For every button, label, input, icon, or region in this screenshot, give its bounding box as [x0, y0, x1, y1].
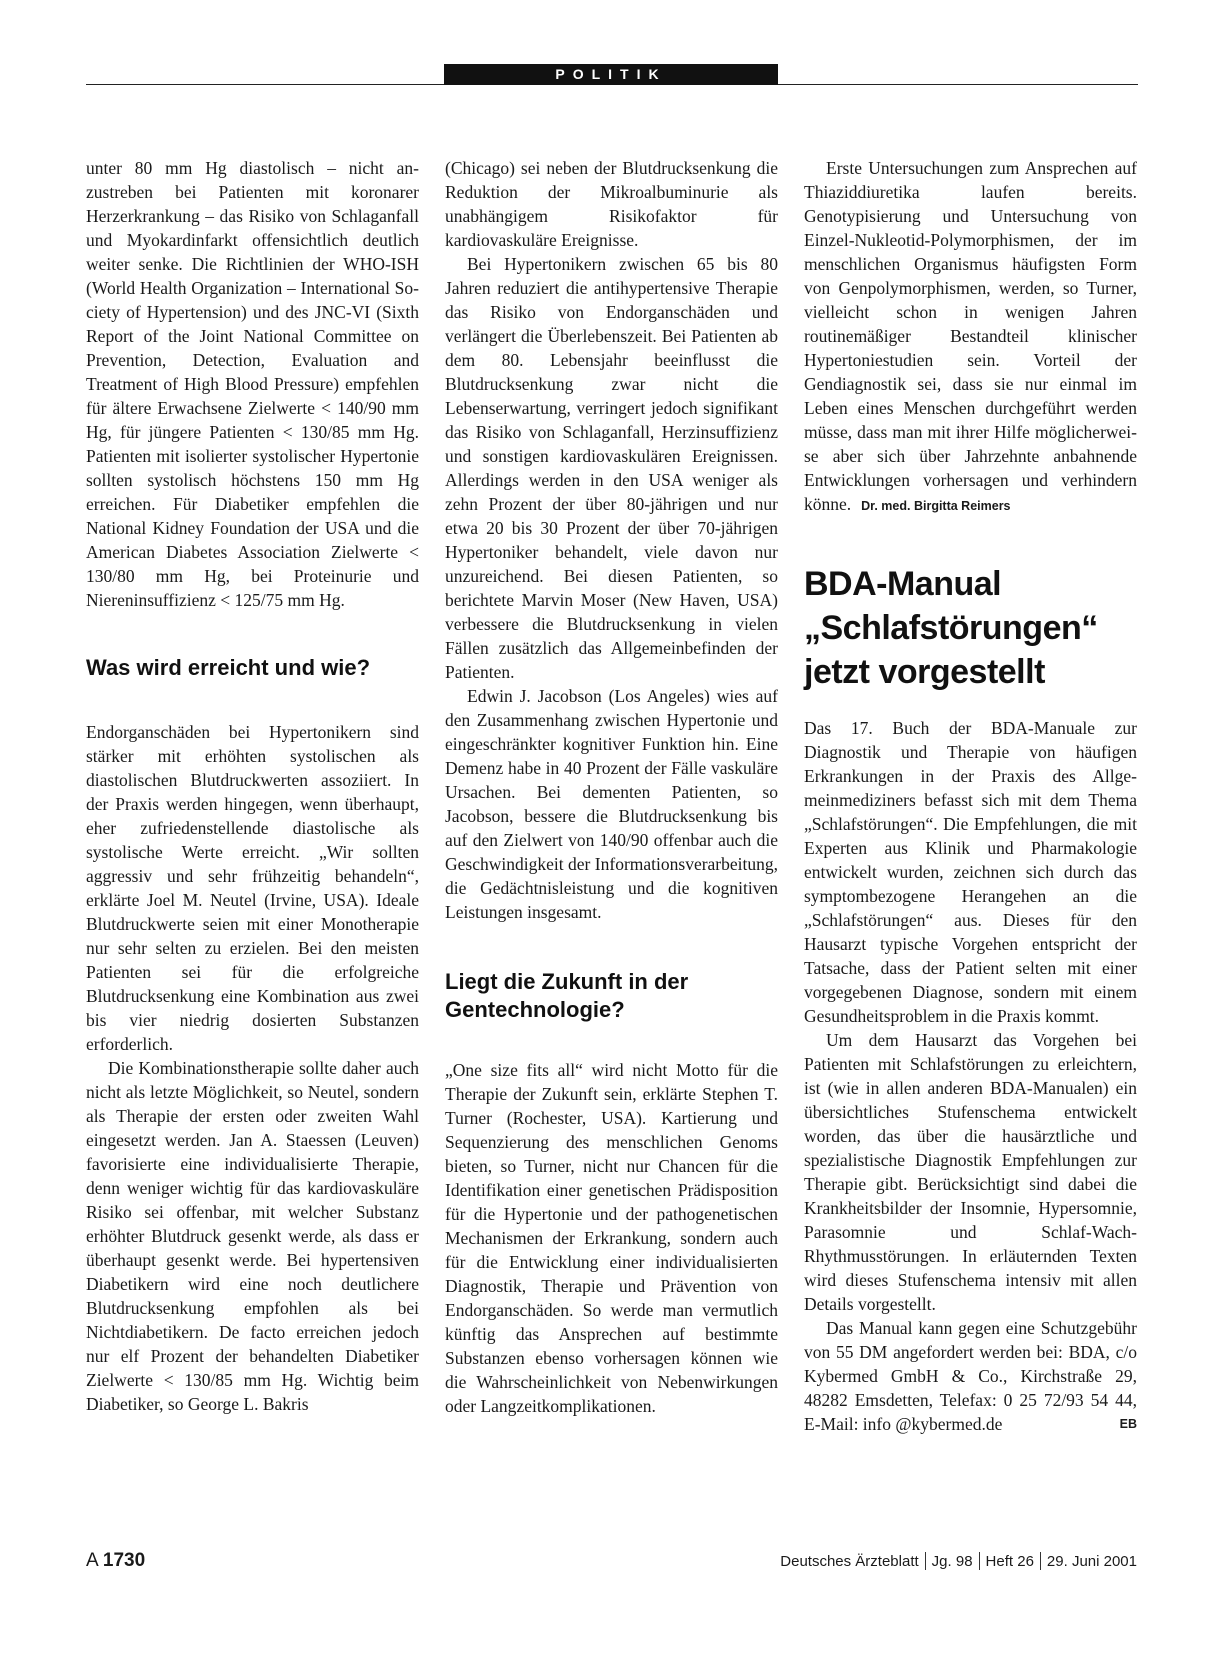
page-prefix: A: [86, 1550, 98, 1571]
article-title: BDA-Manual „Schlafstörungen“ jetzt vorgestellt: [804, 565, 1098, 691]
section-label: POLITIK: [444, 64, 778, 85]
paragraph: Das 17. Buch der BDA-Manuale zur Diagnostik und Therapie von häufigen Erkrankungen in der Praxis des Allgemeinmediziners befasst sich mit dem Thema „Schlafstörungen“. Die Empfehlungen, die mit Experten aus Klinik und Pharmakologie entwickelt wurden, zeichnen sich durch das symptombezogene Herangehen an die „Schlafstörungen“ aus. Dieses für den Hausarzt typische Vorgehen entspricht der Tatsache, dass der Patient selten mit einer vorgegebenen Diagnose, sondern mit einem Gesundheitsproblem in die Praxis kommt.: [804, 718, 1137, 1026]
paragraph: Um dem Hausarzt das Vorgehen bei Patienten mit Schlafstörungen zu erleichtern, ist (wie in allen anderen BDA-Manualen) ein übersichtliches Stufenschema entwickelt worden, das über die hausärztliche und spezialistische Diagnostik Empfehlungen zur Therapie gibt. Berücksichtigt sind dabei die Krankheitsbilder der Insomnie, Hypersomnie, Parasomnie und Schlaf-Wach-Rhythmusstörungen. In erläuternden Texten wird dieses Stufenschema intensiv mit allen Details vorgestellt.: [804, 1030, 1137, 1314]
column-3: [804, 156, 1137, 1436]
column-2: [445, 156, 778, 1418]
author-signature: Dr. med. Birgitta Reimers: [861, 499, 1011, 513]
page-number-value: 1730: [102, 1550, 146, 1571]
subheading: Liegt die Zukunft in der Gentechnologie?: [445, 969, 689, 1022]
page-number: [86, 1550, 145, 1572]
divider: [979, 1552, 980, 1570]
paragraph: Edwin J. Jacobson (Los Angeles) wies auf den Zusammenhang zwischen Hypertonie und eingeschränkter kognitiver Funktion hin. Eine Demenz habe in 40 Prozent der Fälle vaskuläre Ursachen. Bei dementen Patienten, so Jacobson, bessere die Blutdrucksenkung bis auf den Zielwert von 140/90 offenbar auch die Geschwindigkeit der Informationsverarbeitung, die Gedächtnisleistung und die kognitiven Leistungen insgesamt.: [445, 686, 778, 922]
subheading: Was wird erreicht und wie?: [86, 655, 371, 680]
paragraph: Endorganschäden bei Hypertonikern sind stärker mit erhöhten systolischen als diastolischen Blutdruckwerten assoziiert. In der Praxis werden hingegen, wenn überhaupt, eher zufriedenstellende diastolische als systolische Werte erreicht. „Wir sollten aggressiv und sehr frühzeitig behandeln“, erklärte Joel M. Neutel (Irvine, USA). Ideale Blutdruckwerte seien mit einer Monotherapie nur sehr selten zu erzielen. Bei den meisten Patienten sei für die erfolgreiche Blutdrucksenkung eine Kombination aus zwei bis vier niedrig dosierten Substanzen erforderlich.: [86, 722, 419, 1054]
journal-name: Deutsches Ärzteblatt: [780, 1552, 919, 1570]
journal-date: 29. Juni 2001: [1046, 1552, 1137, 1570]
author-initials: EB: [1119, 1417, 1137, 1431]
journal-volume: Jg. 98: [931, 1552, 973, 1570]
paragraph: Erste Untersuchungen zum Ansprechen auf Thiaziddiuretika laufen bereits. Genotypisierung und Untersuchung von Einzel-Nukleotid-Polymorphismen, der im menschlichen Organismus häufigsten Form von Genpolymorphismen, werden, so Turner, vielleicht schon in wenigen Jahren routinemäßiger Bestandteil klinischer Hypertoniestudien sein. Vorteil der Gendiagnostik sei, dass sie nur einmal im Leben eines Menschen durchgeführt werden müsse, dass man mit ihrer Hilfe möglicherweise aber sich über Jahrzehnte anbahnende Entwicklungen vorhersagen und verhindern könne. Dr. med. Birgitta Reimers: [804, 158, 1137, 514]
journal-footer: [780, 1552, 1137, 1570]
column-1: [86, 156, 419, 1416]
paragraph: Das Manual kann gegen eine Schutzgebühr von 55 DM angefordert werden bei: BDA, c/o Kybermed GmbH & Co., Kirchstraße 29, 48282 Emsdetten, Telefax: 0 25 72/93 54 44, E-Mail: info @kybermed.de EB: [804, 1318, 1137, 1434]
divider: [925, 1552, 926, 1570]
paragraph: (Chicago) sei neben der Blutdrucksenkung die Reduktion der Mikroalbuminurie als unabhängigem Risikofaktor für kardiovaskuläre Ereignisse.: [445, 158, 778, 250]
journal-issue: Heft 26: [985, 1552, 1034, 1570]
divider: [1040, 1552, 1041, 1570]
paragraph: „One size fits all“ wird nicht Motto für die Therapie der Zukunft sein, erklärte Stephen T. Turner (Rochester, USA). Kartierung und Sequenzierung des menschlichen Genoms bieten, so Turner, nicht nur Chancen für die Identifikation einer genetischen Prädisposition für die Hypertonie und der pathogenetischen Mechanismen der Erkrankung, sondern auch für die Entwicklung einer individualisierten Diagnostik, Therapie und Prävention von Endorganschäden. So werde man vermutlich künftig das Ansprechen auf bestimmte Substanzen ebenso vorhersagen können wie die Wahrscheinlichkeit von Nebenwirkungen oder Langzeitkomplikationen.: [445, 1060, 778, 1416]
paragraph: unter 80 mm Hg diastolisch – nicht anzustreben bei Patienten mit koronarer Herzerkrankung – das Risiko von Schlaganfall und Myokardinfarkt offensichtlich deutlich weiter senke. Die Richtlinien der WHO-ISH (World Health Organization – International Society of Hypertension) und des JNC-VI (Sixth Report of the Joint National Committee on Prevention, Detection, Evaluation and Treatment of High Blood Pressure) empfehlen für ältere Erwachsene Zielwerte < 140/90 mm Hg, für jüngere Patienten < 130/85 mm Hg. Patienten mit isolierter systolischer Hypertonie sollten systolisch höchstens 150 mm Hg erreichen. Für Diabetiker empfehlen die National Kidney Foundation der USA und die American Diabetes Association Zielwerte < 130/80 mm Hg, bei Proteinurie und Niereninsuffizienz < 125/75 mm Hg.: [86, 158, 419, 610]
paragraph: Bei Hypertonikern zwischen 65 bis 80 Jahren reduziert die antihypertensive Therapie das Risiko von Endorganschäden und verlängert die Überlebenszeit. Bei Patienten ab dem 80. Lebensjahr beeinflusst die Blutdrucksenkung zwar nicht die Lebenserwartung, verringert jedoch signifikant das Risiko von Schlaganfall, Herzinsuffizienz und sonstigen kardiovaskulären Ereignissen. Allerdings werden in den USA weniger als zehn Prozent der über 80-jährigen und nur etwa 20 bis 30 Prozent der über 70-jährigen Hypertoniker behandelt, viele davon nur unzureichend. Bei diesen Patienten, so berichtete Marvin Moser (New Haven, USA) verbessere die Blutdrucksenkung in vielen Fällen zusätzlich das Allgemeinbefinden der Patienten.: [445, 254, 778, 682]
paragraph: Die Kombinationstherapie sollte daher auch nicht als letzte Möglichkeit, so Neutel, sondern als Therapie der ersten oder zweiten Wahl eingesetzt werden. Jan A. Staessen (Leuven) favorisierte eine individualisierte Therapie, denn weniger wichtig für das kardiovaskuläre Risiko sei offenbar, mit welcher Substanz erhöhter Blutdruck gesenkt werde, als dass er überhaupt gesenkt werde. Bei hypertensiven Diabetikern wird eine noch deutlichere Blutdrucksenkung empfohlen als bei Nichtdiabetikern. De facto erreichen jedoch nur elf Prozent der behandelten Diabetiker Zielwerte < 130/85 mm Hg. Wichtig beim Diabetiker, so George L. Bakris: [86, 1058, 419, 1414]
